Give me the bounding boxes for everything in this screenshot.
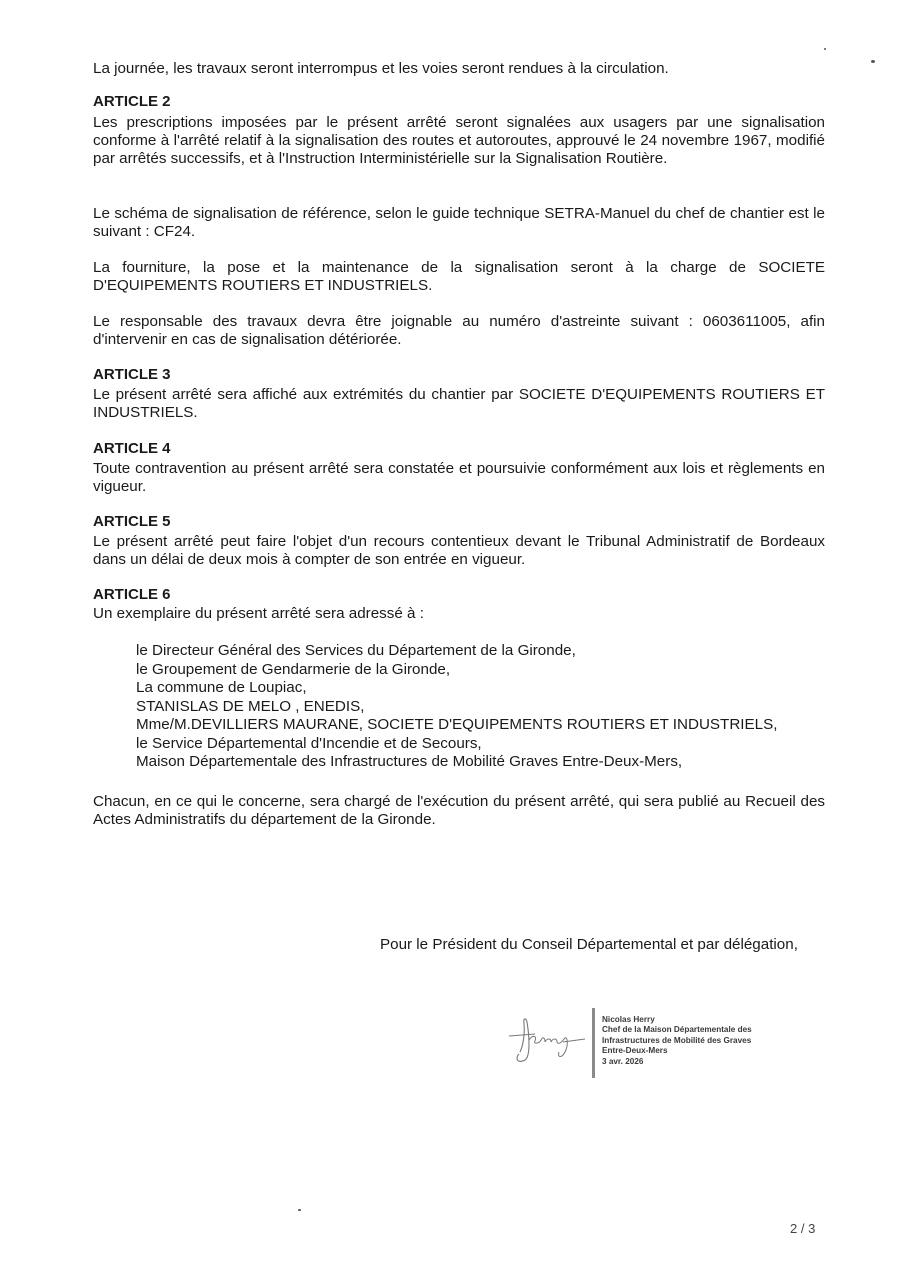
article-2-paragraph-1: Les prescriptions imposées par le présent arrêté seront signalées aux usagers par une signalisation conforme à l'arrêté relatif à la signalisation des routes et autoroutes, approuvé le 24 novembre 1967, modifié par arrêtés successifs, et à l'Instruction Interministérielle sur la Signalisation Routière.	[93, 114, 825, 167]
article-5-text: Le présent arrêté peut faire l'objet d'un recours contentieux devant le Tribunal Administratif de Bordeaux dans un délai de deux mois à compter de son entrée en vigueur.	[93, 533, 825, 568]
recipient-item: STANISLAS DE MELO , ENEDIS,	[136, 697, 365, 715]
article-2-paragraph-3: La fourniture, la pose et la maintenance de la signalisation seront à la charge de SOCIETE D'EQUIPEMENTS ROUTIERS ET INDUSTRIELS.	[93, 259, 825, 294]
article-2-paragraph-2: Le schéma de signalisation de référence, selon le guide technique SETRA-Manuel du chef de chantier est le suivant : CF24.	[93, 205, 825, 240]
article-6-heading: ARTICLE 6	[93, 586, 171, 603]
closing-line: Pour le Président du Conseil Départemental et par délégation,	[380, 936, 798, 953]
scan-speck	[871, 60, 875, 63]
signatory-details	[602, 1015, 752, 1067]
article-2-heading: ARTICLE 2	[93, 93, 171, 110]
article-2-paragraph-4: Le responsable des travaux devra être joignable au numéro d'astreinte suivant : 0603611005, afin d'intervenir en cas de signalisation détériorée.	[93, 313, 825, 348]
article-4-text: Toute contravention au présent arrêté sera constatée et poursuivie conformément aux lois et règlements en vigueur.	[93, 460, 825, 495]
article-6-text: Un exemplaire du présent arrêté sera adressé à :	[93, 605, 424, 622]
execution-paragraph: Chacun, en ce qui le concerne, sera chargé de l'exécution du présent arrêté, qui sera publié au Recueil des Actes Administratifs du département de la Gironde.	[93, 793, 825, 828]
signatory-title: Entre-Deux-Mers	[602, 1046, 668, 1056]
recipient-item: le Service Départemental d'Incendie et de Secours,	[136, 734, 482, 752]
recipient-item: La commune de Loupiac,	[136, 679, 307, 696]
signatory-title: Chef de la Maison Départementale des	[602, 1025, 752, 1035]
recipient-item: Maison Départementale des Infrastructures de Mobilité Graves Entre-Deux-Mers,	[136, 753, 683, 770]
recipient-list	[136, 642, 856, 772]
signature-divider	[592, 1008, 595, 1078]
signature-date: 3 avr. 2026	[602, 1056, 644, 1066]
page-number: 2 / 3	[790, 1221, 816, 1236]
recipient-item: le Directeur Général des Services du Département de la Gironde,	[136, 642, 576, 659]
signatory-name: Nicolas Herry	[602, 1015, 655, 1024]
article-5-heading: ARTICLE 5	[93, 513, 171, 530]
article-4-heading: ARTICLE 4	[93, 440, 171, 457]
article-3-text: Le présent arrêté sera affiché aux extrémités du chantier par SOCIETE D'EQUIPEMENTS ROUTIERS ET INDUSTRIELS.	[93, 386, 825, 421]
recipient-item: Mme/M.DEVILLIERS MAURANE, SOCIETE D'EQUIPEMENTS ROUTIERS ET INDUSTRIELS,	[136, 716, 778, 733]
article-3-heading: ARTICLE 3	[93, 366, 171, 383]
signatory-title: Infrastructures de Mobilité des Graves	[602, 1035, 752, 1045]
scan-speck	[824, 48, 826, 50]
intro-line: La journée, les travaux seront interrompus et les voies seront rendues à la circulation.	[93, 60, 669, 77]
scan-speck	[298, 1209, 301, 1211]
signature-block	[505, 1008, 805, 1078]
handwritten-signature	[505, 1014, 587, 1066]
recipient-item: le Groupement de Gendarmerie de la Gironde,	[136, 660, 451, 678]
